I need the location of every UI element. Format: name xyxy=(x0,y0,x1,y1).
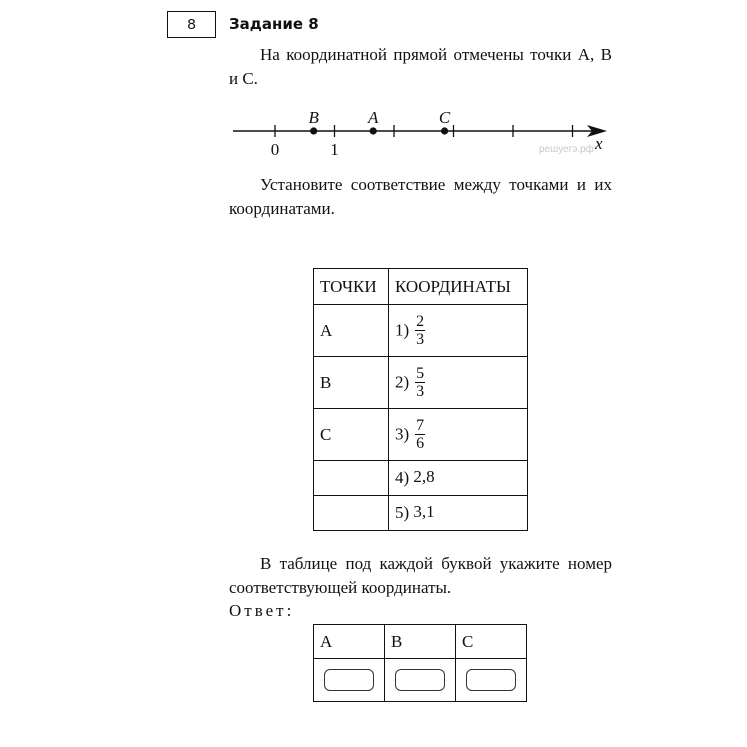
answer-cell xyxy=(314,659,385,702)
point-label-a: A xyxy=(367,108,379,127)
option-number: 5) xyxy=(395,503,410,523)
denominator: 3 xyxy=(416,383,425,400)
answer-cell xyxy=(456,659,527,702)
numerator: 2 xyxy=(416,313,425,330)
point-marker-b xyxy=(310,127,317,134)
header-points: ТОЧКИ xyxy=(314,269,389,305)
watermark: решуегэ.рф xyxy=(539,144,594,155)
instruction-text: Установите соответствие между точками и их координатами. xyxy=(229,175,612,218)
answer-input-c[interactable] xyxy=(466,669,516,691)
axis-label-x: x xyxy=(595,134,603,153)
point-label-b: B xyxy=(308,108,319,127)
option-cell xyxy=(389,461,528,496)
table-row xyxy=(314,409,528,461)
point-cell: B xyxy=(314,357,389,409)
option-value: 2,8 xyxy=(413,467,435,487)
answer-prompt: В таблице под каждой буквой укажите номер соответствующей координаты. xyxy=(229,554,612,597)
answer-input-b[interactable] xyxy=(395,669,445,691)
table-row xyxy=(314,305,528,357)
matching-table xyxy=(313,268,528,531)
numerator: 7 xyxy=(416,417,425,434)
option-cell xyxy=(389,357,528,409)
numerator: 5 xyxy=(416,365,425,382)
fraction xyxy=(415,417,425,452)
option-number: 1) xyxy=(395,320,410,340)
tick-label: 0 xyxy=(270,140,280,159)
tick-label: 1 xyxy=(330,140,339,159)
intro-text: На координатной прямой отмечены точки A, B и C. xyxy=(229,45,612,88)
point-cell xyxy=(314,496,389,531)
point-marker-a xyxy=(370,127,377,134)
denominator: 6 xyxy=(416,435,425,452)
option-cell xyxy=(389,496,528,531)
answer-input-a[interactable] xyxy=(324,669,374,691)
option-number: 4) xyxy=(395,468,410,488)
point-cell: C xyxy=(314,409,389,461)
option-number: 3) xyxy=(395,424,410,444)
table-header-row xyxy=(314,269,528,305)
answer-cell xyxy=(385,659,456,702)
task-title: Задание 8 xyxy=(229,15,319,33)
denominator: 3 xyxy=(416,331,425,348)
number-line xyxy=(225,105,625,160)
table-row xyxy=(314,496,528,531)
answer-table xyxy=(313,624,527,702)
header-coordinates: КООРДИНАТЫ xyxy=(389,269,528,305)
point-marker-c xyxy=(441,127,448,134)
answer-letter-a: A xyxy=(314,625,385,659)
option-cell xyxy=(389,409,528,461)
option-cell xyxy=(389,305,528,357)
fraction xyxy=(415,313,425,348)
table-row xyxy=(314,357,528,409)
answer-header-row xyxy=(314,625,527,659)
point-label-c: C xyxy=(438,108,451,127)
fraction xyxy=(415,365,425,400)
point-cell xyxy=(314,461,389,496)
table-row xyxy=(314,461,528,496)
task-number-box: 8 xyxy=(167,11,216,38)
point-cell: A xyxy=(314,305,389,357)
option-value: 3,1 xyxy=(413,502,435,522)
answer-input-row xyxy=(314,659,527,702)
option-number: 2) xyxy=(395,372,410,392)
answer-letter-b: B xyxy=(385,625,456,659)
answer-label: Ответ: xyxy=(229,601,295,620)
answer-letter-c: C xyxy=(456,625,527,659)
